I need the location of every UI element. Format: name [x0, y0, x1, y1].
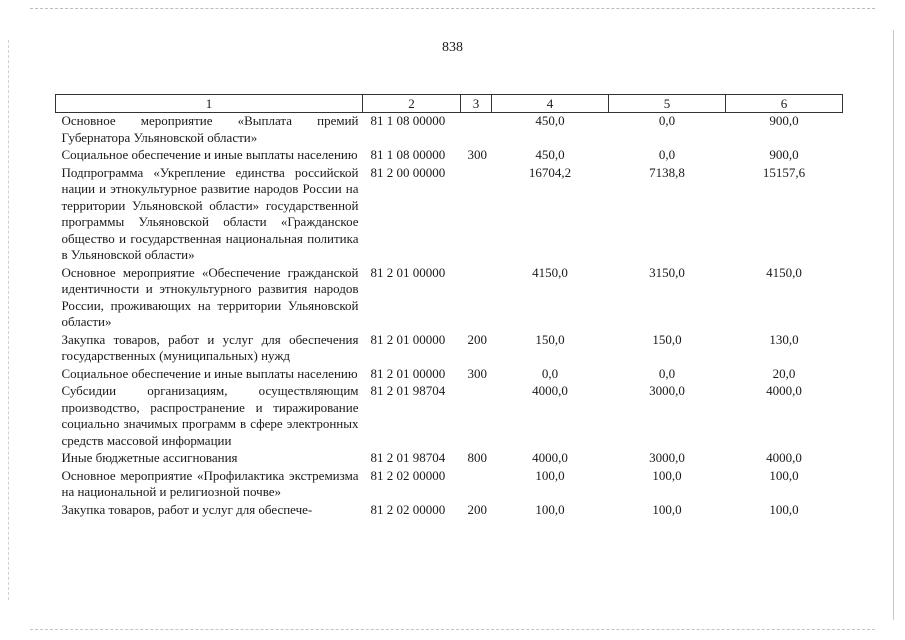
row-value-col5: 3150,0: [649, 264, 685, 280]
row-value-col4: 4000,0: [532, 450, 568, 465]
row-value-col4: 0,0: [541, 365, 559, 381]
table-row: [56, 265, 843, 332]
header-row: [56, 95, 843, 113]
row-value-col5: 7138,8: [649, 164, 685, 180]
row-value-col6: 900,0: [769, 113, 799, 128]
row-value-col6: 100,0: [769, 467, 799, 483]
row-expense-type: 300: [467, 147, 487, 162]
row-expense-type: [461, 165, 492, 265]
header-col-5: 5: [609, 95, 726, 113]
row-name: Иные бюджетные ассигнования: [61, 450, 238, 465]
table-body: [56, 113, 843, 520]
row-expense-type: 800: [467, 450, 487, 465]
budget-table: [55, 94, 843, 519]
scan-edge-bottom: [30, 629, 875, 630]
table-row: [56, 502, 843, 520]
scan-edge-right: [893, 30, 894, 620]
table-row: [56, 113, 843, 148]
row-target-code: 81 1 08 00000: [370, 147, 446, 162]
row-target-code: 81 2 02 00000: [370, 467, 446, 483]
row-target-code: 81 1 08 00000: [370, 113, 446, 128]
row-expense-type: [461, 383, 492, 450]
row-value-col4: 16704,2: [528, 164, 572, 180]
row-value-col4: 150,0: [535, 331, 565, 347]
row-value-col6: 4000,0: [766, 383, 802, 398]
row-value-col4: 450,0: [535, 113, 565, 128]
row-name: Закупка товаров, работ и услуг для обеспече-: [61, 501, 313, 517]
row-name: Основное мероприятие «Выплата премий Губернатора Ульяновской области»: [61, 113, 359, 145]
row-name: Основное мероприятие «Обеспечение гражданской идентичности и этнокультурного развития народов России, проживающих на территории Ульяновской области»: [61, 264, 359, 329]
row-value-col4: 4000,0: [532, 383, 568, 398]
row-value-col5: 100,0: [652, 467, 682, 483]
header-col-3: 3: [461, 95, 492, 113]
row-target-code: 81 2 01 00000: [370, 264, 446, 280]
row-value-col5: 100,0: [652, 501, 682, 517]
table-row: [56, 450, 843, 468]
row-value-col6: 15157,6: [762, 164, 806, 180]
row-name: Субсидии организациям, осуществляющим производство, распространение и тиражирование социально значимых программ в сфере электронных средств массовой информации: [61, 383, 359, 448]
row-value-col5: 0,0: [658, 365, 676, 381]
row-value-col5: 3000,0: [649, 450, 685, 465]
row-value-col6: 900,0: [769, 147, 799, 162]
row-expense-type: 200: [467, 331, 487, 347]
row-value-col5: 3000,0: [649, 383, 685, 398]
header-col-4: 4: [492, 95, 609, 113]
table-row: [56, 147, 843, 165]
header-col-6: 6: [726, 95, 843, 113]
row-target-code: 81 2 01 98704: [370, 450, 446, 465]
row-expense-type: 300: [467, 365, 487, 381]
row-expense-type: 200: [467, 501, 487, 517]
table-row: [56, 468, 843, 502]
page-number: 838: [442, 40, 463, 55]
row-value-col5: 0,0: [658, 147, 676, 162]
row-value-col5: 0,0: [658, 113, 676, 128]
row-target-code: 81 2 01 00000: [370, 365, 446, 381]
row-value-col6: 130,0: [769, 331, 799, 347]
scan-edge-top: [30, 8, 875, 9]
row-target-code: 81 2 00 00000: [370, 164, 446, 180]
table-row: [56, 383, 843, 450]
row-expense-type: [461, 468, 492, 502]
row-value-col5: 150,0: [652, 331, 682, 347]
row-name: Закупка товаров, работ и услуг для обеспечения государственных (муниципальных) нужд: [61, 331, 359, 363]
row-value-col6: 20,0: [772, 365, 796, 381]
row-expense-type: [461, 113, 492, 148]
scan-edge-left: [8, 40, 9, 600]
row-value-col4: 450,0: [535, 147, 565, 162]
row-value-col6: 100,0: [769, 501, 799, 517]
row-expense-type: [461, 265, 492, 332]
table-row: [56, 332, 843, 366]
table-row: [56, 366, 843, 384]
header-col-2: 2: [363, 95, 461, 113]
table-row: [56, 165, 843, 265]
row-name: Социальное обеспечение и иные выплаты населению: [61, 365, 358, 381]
row-value-col6: 4150,0: [766, 264, 802, 280]
row-name: Социальное обеспечение и иные выплаты населению: [61, 147, 358, 162]
row-target-code: 81 2 01 98704: [370, 383, 446, 398]
row-name: Подпрограмма «Укрепление единства российской нации и этнокультурное развитие народов России на территории Ульяновской области» государственной программы Ульяновской области «Гражданское общество и государственная национальная политика в Ульяновской области»: [61, 164, 359, 262]
row-target-code: 81 2 01 00000: [370, 331, 446, 347]
row-value-col6: 4000,0: [766, 450, 802, 465]
header-col-1: 1: [56, 95, 363, 113]
row-name: Основное мероприятие «Профилактика экстремизма на национальной и религиозной почве»: [61, 467, 359, 499]
row-value-col4: 100,0: [535, 501, 565, 517]
row-value-col4: 4150,0: [532, 264, 568, 280]
table-header: [56, 95, 843, 113]
row-value-col4: 100,0: [535, 467, 565, 483]
row-target-code: 81 2 02 00000: [370, 501, 446, 517]
